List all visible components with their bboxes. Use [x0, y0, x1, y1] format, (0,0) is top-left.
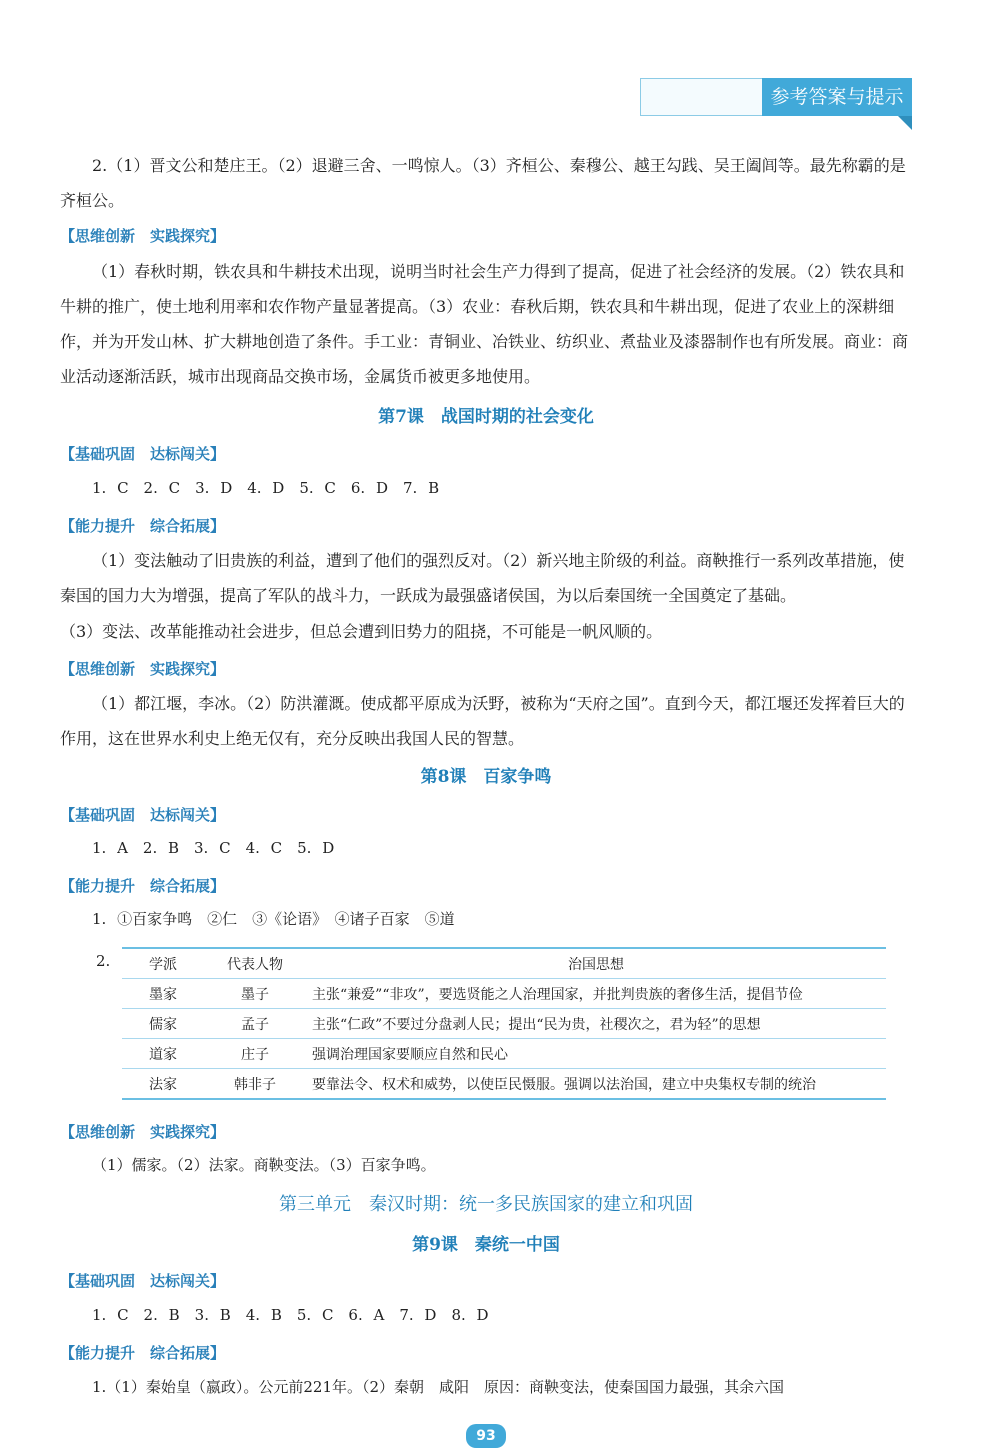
tag-nengli: 【能力提升 综合拓展】 — [60, 877, 226, 895]
table-cell-figure: 墨子 — [204, 979, 306, 1009]
tag-nengli: 【能力提升 综合拓展】 — [60, 517, 226, 535]
answer-lesson7-nengli-1: （1）变法触动了旧贵族的利益，遭到了他们的强烈反对。（2）新兴地主阶级的利益。商鞅推行一系列改革措施，使秦国的国力大为增强，提高了军队的战斗力，一跃成为最强盛诸侯国，为以后秦国统一全国奠定了基础。 — [60, 551, 905, 605]
header-corner-decoration — [898, 116, 912, 130]
table-cell-school: 道家 — [122, 1039, 204, 1069]
table-cell-thought: 主张“仁政”不要过分盘剥人民；提出“民为贵，社稷次之，君为轻”的思想 — [306, 1009, 886, 1039]
answer-lesson6-siwei: （1）春秋时期，铁农具和牛耕技术出现，说明当时社会生产力得到了提高，促进了社会经济的发展。（2）铁农具和牛耕的推广，使土地利用率和农作物产量显著提高。（3）农业：春秋后期，铁农具和牛耕出现，促进了农业上的深耕细作，并为开发山林、扩大耕地创造了条件。手工业：青铜业、冶铁业、纺织业、煮盐业及漆器制作也有所发展。商业：商业活动逐渐活跃，城市出现商品交换市场，金属货币被更多地使用。 — [60, 262, 909, 386]
table-cell-figure: 庄子 — [204, 1039, 306, 1069]
table-row — [122, 979, 886, 1009]
table-cell-figure: 孟子 — [204, 1009, 306, 1039]
answer-lesson7-nengli-2: （3）变法、改革能推动社会进步，但总会遭到旧势力的阻挠，不可能是一帆风顺的。 — [60, 622, 663, 641]
tag-siwei: 【思维创新 实践探究】 — [60, 660, 226, 678]
tag-jichu: 【基础巩固 达标闯关】 — [60, 445, 226, 463]
tag-siwei: 【思维创新 实践探究】 — [60, 1123, 226, 1141]
table-cell-school: 法家 — [122, 1069, 204, 1100]
table-header-figure: 代表人物 — [204, 948, 306, 979]
unit3-title: 第三单元 秦汉时期：统一多民族国家的建立和巩固 — [279, 1194, 693, 1215]
answer-lesson9-nengli-1: 1.（1）秦始皇（嬴政）。公元前221年。（2）秦朝 咸阳 原因：商鞅变法，使秦国国力最强，其余六国 — [92, 1378, 785, 1396]
table-row — [122, 1039, 886, 1069]
answer-prev-q2: 2.（1）晋文公和楚庄王。（2）退避三舍、一鸣惊人。（3）齐桓公、秦穆公、越王勾践、吴王阖闾等。最先称霸的是齐桓公。 — [60, 156, 906, 210]
tag-jichu: 【基础巩固 达标闯关】 — [60, 806, 226, 824]
page-number: 93 — [466, 1424, 506, 1448]
answer-lesson8-nengli-2-number: 2. — [96, 952, 111, 970]
table-cell-school: 墨家 — [122, 979, 204, 1009]
table-row — [122, 1069, 886, 1100]
tag-jichu: 【基础巩固 达标闯关】 — [60, 1272, 226, 1290]
answer-lesson7-siwei: （1）都江堰，李冰。（2）防洪灌溉。使成都平原成为沃野，被称为“天府之国”。直到今天，都江堰还发挥着巨大的作用，这在世界水利史上绝无仅有，充分反映出我国人民的智慧。 — [60, 694, 905, 748]
lesson8-title: 第8课 百家争鸣 — [420, 767, 552, 787]
answer-lesson8-jichu: 1. A 2. B 3. C 4. C 5. D — [92, 839, 335, 857]
table-cell-figure: 韩非子 — [204, 1069, 306, 1100]
answer-lesson8-nengli-1: 1. ①百家争鸣 ②仁 ③《论语》 ④诸子百家 ⑤道 — [92, 910, 455, 928]
answer-lesson7-jichu: 1. C 2. C 3. D 4. D 5. C 6. D 7. B — [92, 479, 440, 497]
table-header-row — [122, 948, 886, 979]
table-header-school: 学派 — [122, 948, 204, 979]
lesson9-title: 第9课 秦统一中国 — [412, 1235, 560, 1255]
table-cell-thought: 主张“兼爱”“非攻”，要选贤能之人治理国家，并批判贵族的奢侈生活，提倡节俭 — [306, 979, 886, 1009]
table-cell-thought: 强调治理国家要顺应自然和民心 — [306, 1039, 886, 1069]
table-row — [122, 1009, 886, 1039]
philosophy-table — [122, 947, 886, 1100]
answer-lesson9-jichu: 1. C 2. B 3. B 4. B 5. C 6. A 7. D 8. D — [92, 1306, 489, 1324]
tag-siwei: 【思维创新 实践探究】 — [60, 227, 226, 245]
table-cell-school: 儒家 — [122, 1009, 204, 1039]
table-cell-thought: 要靠法令、权术和威势，以使臣民慑服。强调以法治国，建立中央集权专制的统治 — [306, 1069, 886, 1100]
header-title: 参考答案与提示 — [762, 78, 912, 116]
lesson7-title: 第7课 战国时期的社会变化 — [378, 407, 594, 427]
table-header-thought: 治国思想 — [306, 948, 886, 979]
tag-nengli: 【能力提升 综合拓展】 — [60, 1344, 226, 1362]
answer-lesson8-siwei: （1）儒家。（2）法家。商鞅变法。（3）百家争鸣。 — [92, 1156, 436, 1174]
